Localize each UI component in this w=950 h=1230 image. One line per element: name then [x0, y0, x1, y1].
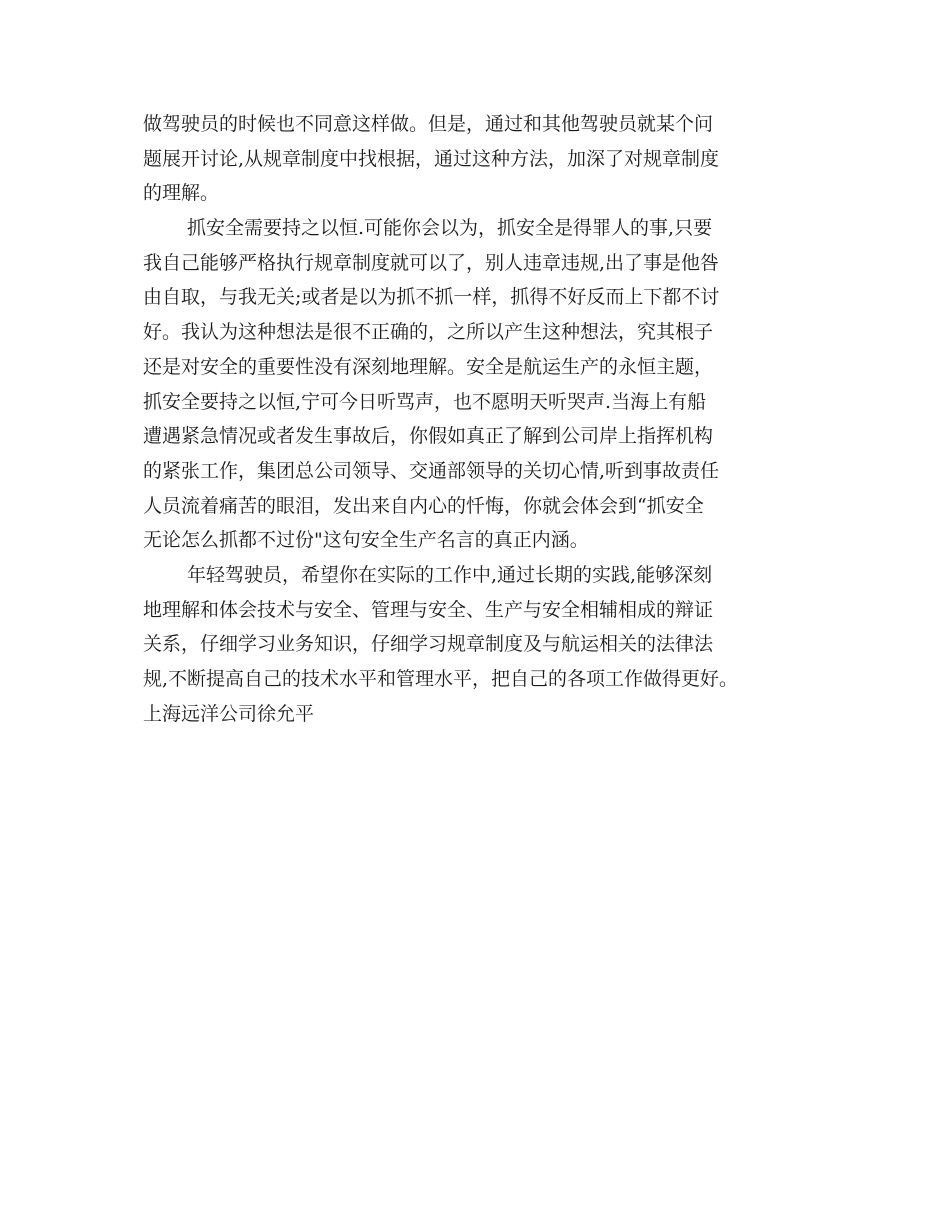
text-line: 抓安全要持之以恒,宁可今日听骂声，也不愿明天听哭声.当海上有船 [143, 390, 707, 413]
text-line: 我自己能够严格执行规章制度就可以了，别人违章违规,出了事是他咎 [143, 251, 720, 274]
text-line: 的紧张工作，集团总公司领导、交通部领导的关切心情,听到事故责任 [143, 459, 720, 482]
text-line: 地理解和体会技术与安全、管理与安全、生产与安全相辅相成的辩证 [143, 598, 714, 621]
text-line: 无论怎么抓都不过份"这句安全生产名言的真正内涵。 [143, 529, 589, 552]
text-line: 抓安全需要持之以恒.可能你会以为，抓安全是得罪人的事,只要 [187, 217, 713, 240]
text-line: 题展开讨论,从规章制度中找根据，通过这种方法，加深了对规章制度 [143, 147, 720, 170]
paragraph-2 [143, 211, 843, 558]
document-body [143, 107, 843, 731]
text-line: 的理解。 [143, 182, 220, 205]
text-line: 关系，仔细学习业务知识，仔细学习规章制度及与航运相关的法律法 [143, 633, 714, 656]
text-line: 做驾驶员的时候也不同意这样做。但是，通过和其他驾驶员就某个问 [143, 113, 714, 135]
text-line: 遭遇紧急情况或者发生事故后，你假如真正了解到公司岸上指挥机构 [143, 425, 714, 448]
paragraph-1 [143, 107, 843, 211]
text-line: 好。我认为这种想法是很不正确的，之所以产生这种想法，究其根子 [143, 321, 714, 344]
paragraph-3 [143, 558, 843, 697]
signature: 上海远洋公司徐允平 [143, 702, 315, 725]
text-line: 还是对安全的重要性没有深刻地理解。安全是航运生产的永恒主题， [143, 355, 714, 378]
text-line: 年轻驾驶员，希望你在实际的工作中,通过长期的实践,能够深刻 [187, 563, 713, 586]
text-line: 规,不断提高自己的技术水平和管理水平，把自己的各项工作做得更好。 [143, 668, 739, 690]
text-line: 人员流着痛苦的眼泪，发出来自内心的忏悔，你就会体会到“抓安全 [143, 494, 704, 517]
text-line: 由自取，与我无关;或者是以为抓不抓一样，抓得不好反而上下都不讨 [143, 286, 720, 309]
